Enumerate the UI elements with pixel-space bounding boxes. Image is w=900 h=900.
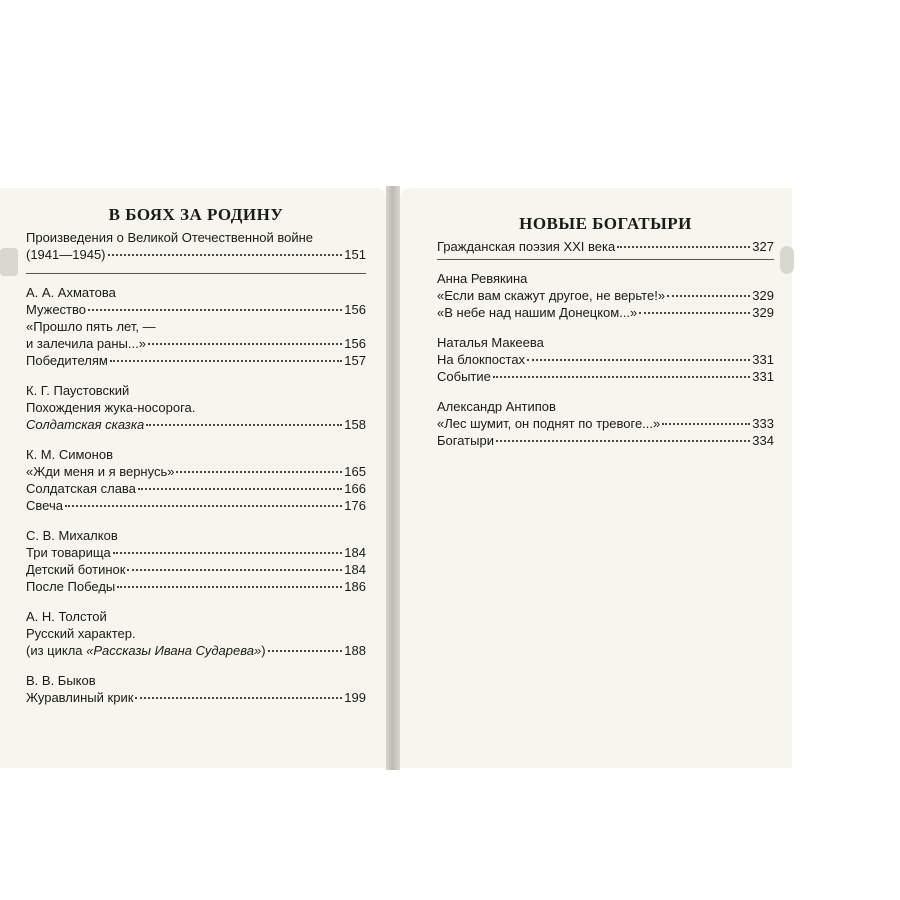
toc-entry <box>26 463 366 480</box>
author-group <box>437 270 774 321</box>
entry-title: После Победы <box>26 579 116 594</box>
intro-line: Произведения о Великой Отечественной войне <box>26 230 314 245</box>
entry-title: Мужество <box>26 302 86 317</box>
page-number: 166 <box>344 481 366 496</box>
toc-entry <box>26 497 366 514</box>
author-name: А. Н. Толстой <box>26 609 107 624</box>
leader-dots <box>496 439 750 442</box>
toc-entry <box>437 415 774 432</box>
entry-title: На блокпостах <box>437 352 526 367</box>
toc-entry <box>26 416 366 433</box>
author-group <box>26 527 366 595</box>
entry-title: «Жди меня и я вернусь» <box>26 464 175 479</box>
section-divider <box>26 273 366 274</box>
page-number: 176 <box>344 498 366 513</box>
leader-dots <box>65 504 342 507</box>
section-intro <box>26 229 366 263</box>
toc-entry <box>437 432 774 449</box>
page-number: 158 <box>344 417 366 432</box>
leader-dots <box>639 311 750 314</box>
entry-title: «В небе над нашим Донецком...» <box>437 305 638 320</box>
leader-dots <box>662 422 750 425</box>
toc-entry <box>26 578 366 595</box>
toc-entry <box>437 287 774 304</box>
section-title: НОВЫЕ БОГАТЫРИ <box>519 214 692 233</box>
entry-title: «Если вам скажут другое, не верьте!» <box>437 288 666 303</box>
toc-entry <box>26 544 366 561</box>
entry-title: Свеча <box>26 498 63 513</box>
page-number: 151 <box>344 247 366 262</box>
page-number: 331 <box>752 369 774 384</box>
leader-dots <box>667 294 750 297</box>
page-number: 157 <box>344 353 366 368</box>
entry-title: Журавлиный крик <box>26 690 134 705</box>
leader-dots <box>117 585 342 588</box>
author-name: К. М. Симонов <box>26 447 113 462</box>
author-group <box>26 382 366 433</box>
page-number: 329 <box>752 305 774 320</box>
leader-dots <box>108 253 343 256</box>
author-name: Наталья Макеева <box>437 335 544 350</box>
section-divider <box>437 259 774 260</box>
toc-entry <box>26 561 366 578</box>
leader-dots <box>148 342 342 345</box>
toc-entry <box>26 301 366 318</box>
leader-dots <box>146 423 342 426</box>
toc-entry <box>26 689 366 706</box>
toc-entry <box>26 246 366 263</box>
page-number: 334 <box>752 433 774 448</box>
author-name: А. А. Ахматова <box>26 285 116 300</box>
entry-title <box>26 642 266 659</box>
book-gutter <box>386 186 400 770</box>
entry-title-suffix: ) <box>261 643 266 658</box>
entry-title: Событие <box>437 369 491 384</box>
leader-dots <box>88 308 342 311</box>
author-group <box>26 608 366 659</box>
leader-dots <box>135 696 342 699</box>
leader-dots <box>268 649 343 652</box>
entry-title: Победителям <box>26 353 108 368</box>
author-group <box>437 334 774 385</box>
toc-entry <box>437 351 774 368</box>
entry-title-line: Русский характер. <box>26 626 136 641</box>
entry-title: и залечила раны...» <box>26 336 146 351</box>
entry-title: Богатыри <box>437 433 494 448</box>
right-contents <box>437 215 774 462</box>
section-title: В БОЯХ ЗА РОДИНУ <box>108 205 284 224</box>
page-number: 165 <box>344 464 366 479</box>
author-name: Анна Ревякина <box>437 271 528 286</box>
page-number: 184 <box>344 562 366 577</box>
page-number: 333 <box>752 416 774 431</box>
entry-title: (1941—1945) <box>26 247 106 262</box>
toc-entry <box>437 304 774 321</box>
entry-title: «Лес шумит, он поднят по тревоге...» <box>437 416 661 431</box>
leader-dots <box>113 551 343 554</box>
leader-dots <box>110 359 342 362</box>
page-number: 156 <box>344 302 366 317</box>
page-number: 199 <box>344 690 366 705</box>
page-number: 184 <box>344 545 366 560</box>
entry-title: Детский ботинок <box>26 562 126 577</box>
leader-dots <box>176 470 342 473</box>
author-group <box>26 446 366 514</box>
entry-title-prefix: (из цикла <box>26 643 87 658</box>
page-number: 329 <box>752 288 774 303</box>
page-number: 327 <box>752 239 774 254</box>
leader-dots <box>617 245 750 248</box>
entry-title: Солдатская слава <box>26 481 136 496</box>
author-name: Александр Антипов <box>437 399 556 414</box>
toc-entry <box>437 368 774 385</box>
author-name: С. В. Михалков <box>26 528 118 543</box>
leader-dots <box>493 375 750 378</box>
author-group <box>26 284 366 369</box>
leader-dots <box>138 487 342 490</box>
page-number: 331 <box>752 352 774 367</box>
toc-entry <box>26 352 366 369</box>
entry-title: Солдатская сказка <box>26 417 145 432</box>
left-contents <box>26 206 366 719</box>
leader-dots <box>127 568 342 571</box>
toc-entry <box>26 335 366 352</box>
entry-title: Гражданская поэзия XXI века <box>437 239 616 254</box>
entry-title-italic: «Рассказы Ивана Сударева» <box>86 643 262 658</box>
author-group <box>437 398 774 449</box>
author-name: В. В. Быков <box>26 673 96 688</box>
entry-title-line: Похождения жука-носорога. <box>26 400 196 415</box>
entry-title: Три товарища <box>26 545 111 560</box>
author-name: К. Г. Паустовский <box>26 383 130 398</box>
page-number: 188 <box>344 643 366 658</box>
entry-title-line: «Прошло пять лет, — <box>26 319 156 334</box>
toc-entry <box>26 480 366 497</box>
author-group <box>26 672 366 706</box>
page-edge-mark-right <box>780 246 794 274</box>
page-number: 186 <box>344 579 366 594</box>
toc-entry <box>26 642 366 659</box>
toc-entry <box>437 238 774 255</box>
leader-dots <box>527 358 750 361</box>
page-number: 156 <box>344 336 366 351</box>
page-edge-mark-left <box>0 248 18 276</box>
